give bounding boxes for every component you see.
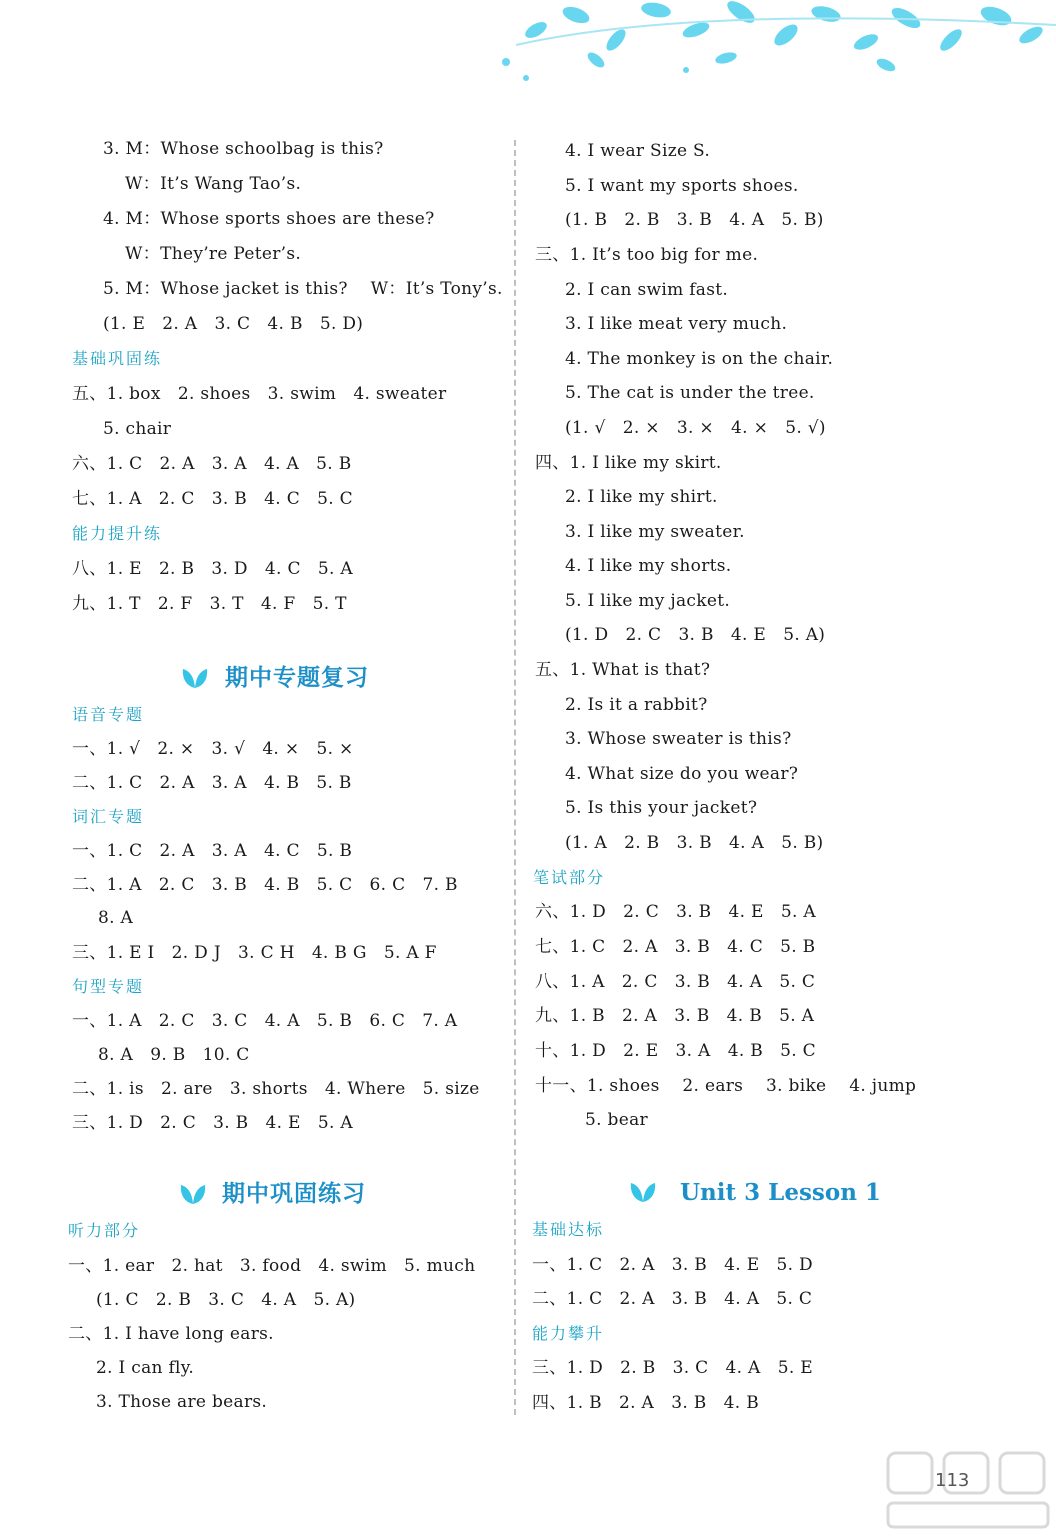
- answer-line: W：They’re Peter’s.: [125, 244, 302, 264]
- answer-line: 七、1. C 2. A 3. B 4. C 5. B: [535, 937, 816, 957]
- section-label: 笔试部分: [533, 868, 606, 887]
- answer-line: 4. The monkey is on the chair.: [565, 349, 834, 369]
- answer-line: 二、1. is 2. are 3. shorts 4. Where 5. size: [72, 1079, 480, 1099]
- answer-line: 一、1. ear 2. hat 3. food 4. swim 5. much: [68, 1256, 476, 1276]
- answer-line: 十一、1. shoes 2. ears 3. bike 4. jump: [535, 1076, 917, 1096]
- answer-line: 三、1. D 2. B 3. C 4. A 5. E: [532, 1358, 813, 1378]
- answer-line: 5. bear: [585, 1110, 648, 1130]
- answer-line: 二、1. C 2. A 3. A 4. B 5. B: [72, 773, 352, 793]
- leaf-icon: [178, 1182, 208, 1206]
- answer-line: 3. I like meat very much.: [565, 314, 788, 334]
- answer-line: 5. I like my jacket.: [565, 591, 731, 611]
- section-label: 基础达标: [532, 1220, 605, 1239]
- section-heading: 期中专题复习: [225, 665, 369, 691]
- answer-line: 二、1. A 2. C 3. B 4. B 5. C 6. C 7. B: [72, 875, 458, 895]
- answer-line: (1. C 2. B 3. C 4. A 5. A): [96, 1290, 356, 1310]
- answer-line: (1. √ 2. × 3. × 4. × 5. √): [565, 418, 826, 438]
- answer-line: 3. Whose sweater is this?: [565, 729, 792, 749]
- answer-line: 4. I like my shorts.: [565, 556, 732, 576]
- answer-line: 8. A 9. B 10. C: [98, 1045, 250, 1065]
- section-label: 能力攀升: [532, 1324, 605, 1343]
- section-heading: Unit 3 Lesson 1: [680, 1179, 881, 1206]
- answer-line: 五、1. What is that?: [535, 660, 711, 680]
- answer-line: 一、1. C 2. A 3. B 4. E 5. D: [532, 1255, 813, 1275]
- answer-line: 2. I like my shirt.: [565, 487, 718, 507]
- answer-line: 十、1. D 2. E 3. A 4. B 5. C: [535, 1041, 816, 1061]
- answer-line: (1. E 2. A 3. C 4. B 5. D): [103, 314, 364, 334]
- answer-line: 六、1. C 2. A 3. A 4. A 5. B: [72, 454, 352, 474]
- page-number: 113: [935, 1470, 970, 1491]
- column-divider: [514, 140, 516, 1415]
- answer-line: 一、1. A 2. C 3. C 4. A 5. B 6. C 7. A: [72, 1011, 458, 1031]
- answer-line: 2. I can swim fast.: [565, 280, 729, 300]
- answer-line: 一、1. √ 2. × 3. √ 4. × 5. ×: [72, 739, 354, 759]
- answer-line: 3. M：Whose schoolbag is this?: [103, 139, 384, 159]
- answer-line: 九、1. B 2. A 3. B 4. B 5. A: [535, 1006, 815, 1026]
- answer-line: 八、1. E 2. B 3. D 4. C 5. A: [72, 559, 353, 579]
- leaf-branch-decoration: [496, 0, 1056, 100]
- answer-line: 八、1. A 2. C 3. B 4. A 5. C: [535, 972, 816, 992]
- section-heading: 期中巩固练习: [222, 1181, 366, 1207]
- section-label: 听力部分: [68, 1221, 141, 1240]
- answer-line: (1. B 2. B 3. B 4. A 5. B): [565, 210, 824, 230]
- answer-line: 5. M：Whose jacket is this? W：It’s Tony’s.: [103, 279, 503, 299]
- answer-line: 九、1. T 2. F 3. T 4. F 5. T: [72, 594, 347, 614]
- answer-line: 三、1. E I 2. D J 3. C H 4. B G 5. A F: [72, 943, 437, 963]
- answer-line: 4. What size do you wear?: [565, 764, 799, 784]
- answer-line: 五、1. box 2. shoes 3. swim 4. sweater: [72, 384, 447, 404]
- answer-line: 二、1. I have long ears.: [68, 1324, 274, 1344]
- answer-line: (1. A 2. B 3. B 4. A 5. B): [565, 833, 824, 853]
- answer-line: 2. Is it a rabbit?: [565, 695, 708, 715]
- answer-line: 七、1. A 2. C 3. B 4. C 5. C: [72, 489, 353, 509]
- answer-line: 4. I wear Size S.: [565, 141, 711, 161]
- answer-line: 5. Is this your jacket?: [565, 798, 758, 818]
- section-label: 句型专题: [72, 977, 145, 996]
- answer-line: W：It’s Wang Tao’s.: [125, 174, 302, 194]
- answer-line: 5. chair: [103, 419, 172, 439]
- section-label: 语音专题: [72, 705, 145, 724]
- answer-line: 四、1. I like my skirt.: [535, 453, 722, 473]
- answer-line: 5. The cat is under the tree.: [565, 383, 815, 403]
- answer-line: 六、1. D 2. C 3. B 4. E 5. A: [535, 902, 816, 922]
- answer-line: 3. I like my sweater.: [565, 522, 745, 542]
- answer-line: 3. Those are bears.: [96, 1392, 268, 1412]
- section-label: 词汇专题: [72, 807, 145, 826]
- answer-line: 4. M：Whose sports shoes are these?: [103, 209, 435, 229]
- answer-line: 四、1. B 2. A 3. B 4. B: [532, 1393, 759, 1413]
- leaf-icon: [180, 666, 210, 690]
- answer-line: 2. I can fly.: [96, 1358, 195, 1378]
- answer-line: 三、1. It’s too big for me.: [535, 245, 759, 265]
- answer-line: 三、1. D 2. C 3. B 4. E 5. A: [72, 1113, 353, 1133]
- answer-line: (1. D 2. C 3. B 4. E 5. A): [565, 625, 826, 645]
- answer-line: 一、1. C 2. A 3. A 4. C 5. B: [72, 841, 353, 861]
- section-label: 能力提升练: [72, 524, 163, 543]
- answer-line: 5. I want my sports shoes.: [565, 176, 799, 196]
- leaf-icon: [628, 1180, 658, 1204]
- answer-line: 8. A: [98, 908, 134, 928]
- answer-line: 二、1. C 2. A 3. B 4. A 5. C: [532, 1289, 813, 1309]
- section-label: 基础巩固练: [72, 349, 163, 368]
